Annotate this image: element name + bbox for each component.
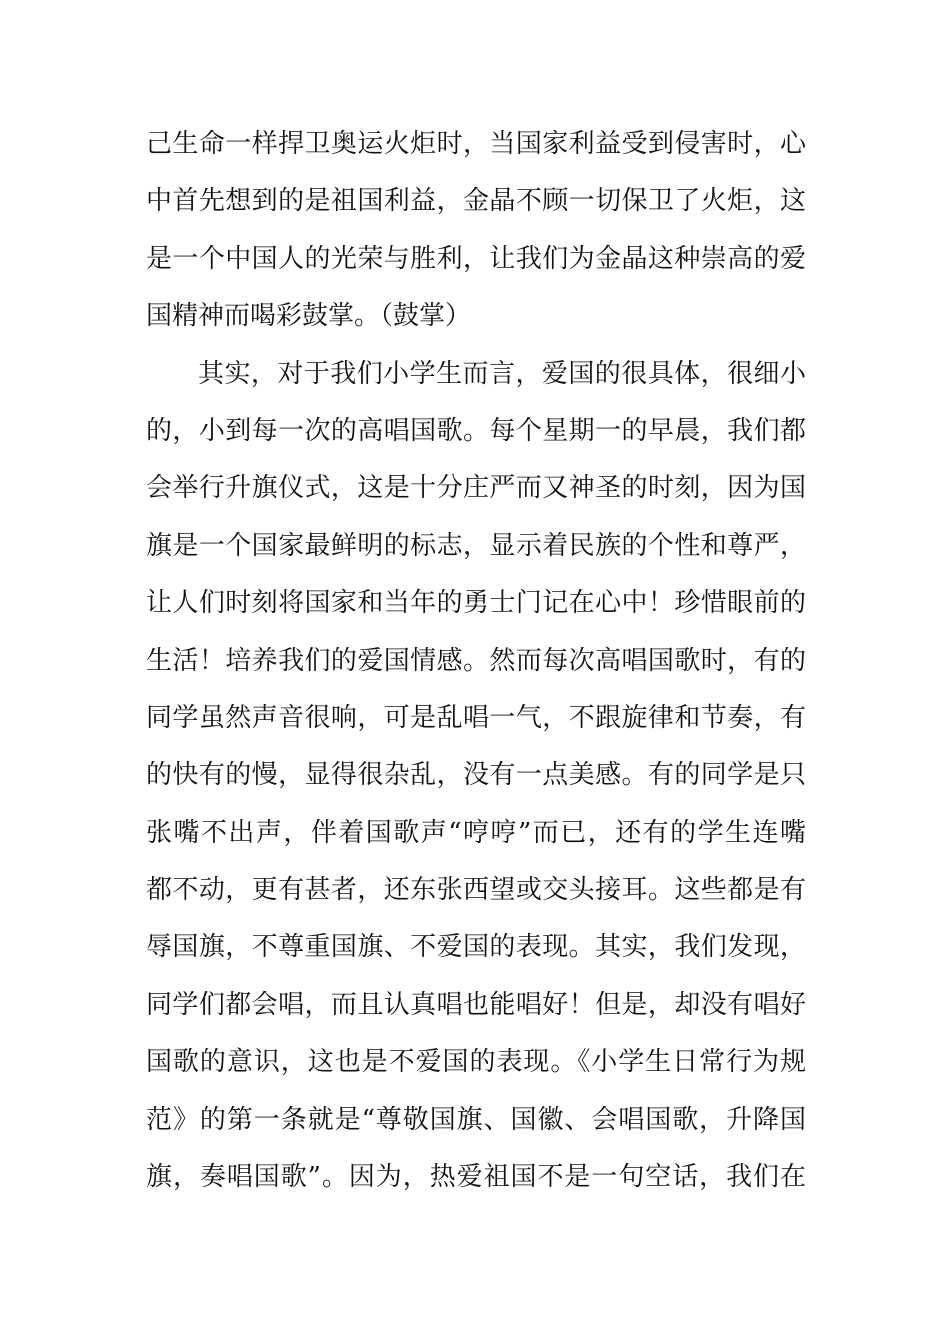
text-line: 其实，对于我们小学生而言，爱国的很具体，很细小 (198, 358, 806, 389)
text-line: 同学虽然声音很响，可是乱唱一气，不跟旋律和节奏，有 (146, 702, 806, 733)
paragraph (146, 116, 806, 346)
text-line: 国歌的意识，这也是不爱国的表现。《小学生日常行为规 (146, 1047, 806, 1078)
text-line: 生活！培养我们的爱国情感。然而每次高唱国歌时，有的 (146, 645, 806, 676)
text-line: 的，小到每一次的高唱国歌。每个星期一的早晨，我们都 (146, 415, 806, 446)
text-line: 同学们都会唱，而且认真唱也能唱好！但是，却没有唱好 (146, 989, 806, 1020)
text-line: 辱国旗，不尊重国旗、不爱国的表现。其实，我们发现， (146, 932, 806, 963)
text-line: 范》的第一条就是“尊敬国旗、国徽、会唱国歌，升降国 (146, 1104, 806, 1135)
text-line: 都不动，更有甚者，还东张西望或交头接耳。这些都是有 (146, 875, 806, 906)
text-line: 己生命一样捍卫奥运火炬时，当国家利益受到侵害时，心 (146, 129, 806, 159)
text-line: 中首先想到的是祖国利益，金晶不顾一切保卫了火炬，这 (146, 186, 806, 217)
text-line: 的快有的慢，显得很杂乱，没有一点美感。有的同学是只 (146, 760, 806, 791)
paragraph (146, 346, 806, 1207)
text-line: 是一个中国人的光荣与胜利，让我们为金晶这种崇高的爱 (146, 243, 806, 274)
text-line: 旗是一个国家最鲜明的标志，显示着民族的个性和尊严， (146, 530, 806, 561)
text-line: 国精神而喝彩鼓掌。（鼓掌） (146, 301, 472, 332)
text-line: 旗，奏唱国歌”。因为，热爱祖国不是一句空话，我们在 (146, 1162, 806, 1193)
text-line: 会举行升旗仪式，这是十分庄严而又神圣的时刻，因为国 (146, 473, 806, 504)
text-line: 张嘴不出声，伴着国歌声“哼哼”而已，还有的学生连嘴 (146, 817, 806, 848)
body-text (146, 116, 806, 1206)
text-line: 让人们时刻将国家和当年的勇士门记在心中！珍惜眼前的 (146, 588, 806, 619)
